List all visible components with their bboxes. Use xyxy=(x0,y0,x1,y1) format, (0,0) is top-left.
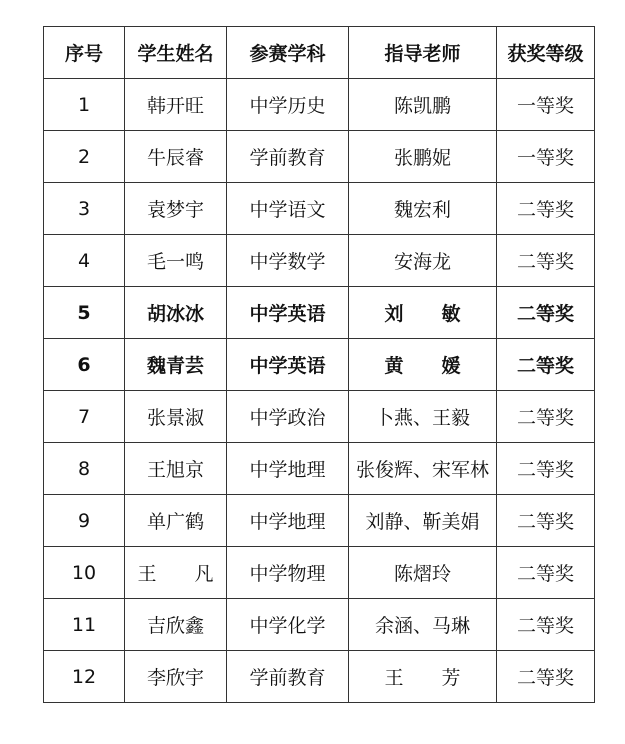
cell-award-level: 二等奖 xyxy=(497,651,595,703)
cell-student-name: 单广鹤 xyxy=(125,495,227,547)
cell-index: 9 xyxy=(44,495,125,547)
cell-index: 5 xyxy=(44,287,125,339)
table-row xyxy=(44,287,595,339)
cell-student-name: 胡冰冰 xyxy=(125,287,227,339)
cell-award-level: 二等奖 xyxy=(497,235,595,287)
table-row xyxy=(44,131,595,183)
cell-student-name: 袁梦宇 xyxy=(125,183,227,235)
cell-student-name: 韩开旺 xyxy=(125,79,227,131)
cell-award-level: 一等奖 xyxy=(497,79,595,131)
table-row xyxy=(44,599,595,651)
cell-index: 11 xyxy=(44,599,125,651)
cell-award-level: 一等奖 xyxy=(497,131,595,183)
cell-index: 8 xyxy=(44,443,125,495)
cell-advisor: 张俊辉、宋军林 xyxy=(349,443,497,495)
cell-award-level: 二等奖 xyxy=(497,391,595,443)
awards-table xyxy=(43,26,595,703)
table-row xyxy=(44,547,595,599)
cell-index: 10 xyxy=(44,547,125,599)
table-row xyxy=(44,495,595,547)
table-row xyxy=(44,183,595,235)
cell-award-level: 二等奖 xyxy=(497,339,595,391)
cell-advisor: 刘 敏 xyxy=(349,287,497,339)
cell-advisor: 卜燕、王毅 xyxy=(349,391,497,443)
cell-student-name: 王 凡 xyxy=(125,547,227,599)
table-header xyxy=(44,27,595,79)
table-row xyxy=(44,443,595,495)
cell-subject: 中学英语 xyxy=(227,339,349,391)
cell-subject: 中学历史 xyxy=(227,79,349,131)
cell-student-name: 吉欣鑫 xyxy=(125,599,227,651)
cell-advisor: 张鹏妮 xyxy=(349,131,497,183)
table-row xyxy=(44,651,595,703)
cell-award-level: 二等奖 xyxy=(497,599,595,651)
header-award-level: 获奖等级 xyxy=(497,27,595,79)
table-body xyxy=(44,79,595,703)
cell-index: 2 xyxy=(44,131,125,183)
cell-index: 7 xyxy=(44,391,125,443)
table-row xyxy=(44,391,595,443)
header-student-name: 学生姓名 xyxy=(125,27,227,79)
cell-subject: 学前教育 xyxy=(227,651,349,703)
cell-award-level: 二等奖 xyxy=(497,183,595,235)
cell-advisor: 陈熠玲 xyxy=(349,547,497,599)
cell-subject: 中学数学 xyxy=(227,235,349,287)
cell-student-name: 王旭京 xyxy=(125,443,227,495)
cell-advisor: 黄 媛 xyxy=(349,339,497,391)
cell-advisor: 陈凯鹏 xyxy=(349,79,497,131)
cell-student-name: 魏青芸 xyxy=(125,339,227,391)
header-advisor: 指导老师 xyxy=(349,27,497,79)
cell-advisor: 安海龙 xyxy=(349,235,497,287)
cell-subject: 中学地理 xyxy=(227,495,349,547)
cell-subject: 中学地理 xyxy=(227,443,349,495)
cell-award-level: 二等奖 xyxy=(497,547,595,599)
header-index: 序号 xyxy=(44,27,125,79)
cell-index: 4 xyxy=(44,235,125,287)
cell-index: 1 xyxy=(44,79,125,131)
header-row xyxy=(44,27,595,79)
cell-index: 12 xyxy=(44,651,125,703)
cell-subject: 中学化学 xyxy=(227,599,349,651)
cell-advisor: 余涵、马琳 xyxy=(349,599,497,651)
header-subject: 参赛学科 xyxy=(227,27,349,79)
cell-subject: 中学英语 xyxy=(227,287,349,339)
cell-student-name: 张景淑 xyxy=(125,391,227,443)
cell-student-name: 牛辰睿 xyxy=(125,131,227,183)
table-row xyxy=(44,235,595,287)
cell-subject: 中学语文 xyxy=(227,183,349,235)
table-row xyxy=(44,79,595,131)
cell-award-level: 二等奖 xyxy=(497,495,595,547)
cell-subject: 中学物理 xyxy=(227,547,349,599)
cell-advisor: 刘静、靳美娟 xyxy=(349,495,497,547)
cell-advisor: 魏宏利 xyxy=(349,183,497,235)
cell-index: 6 xyxy=(44,339,125,391)
table-row xyxy=(44,339,595,391)
cell-award-level: 二等奖 xyxy=(497,287,595,339)
cell-advisor: 王 芳 xyxy=(349,651,497,703)
cell-student-name: 毛一鸣 xyxy=(125,235,227,287)
cell-index: 3 xyxy=(44,183,125,235)
cell-subject: 中学政治 xyxy=(227,391,349,443)
cell-student-name: 李欣宇 xyxy=(125,651,227,703)
cell-subject: 学前教育 xyxy=(227,131,349,183)
cell-award-level: 二等奖 xyxy=(497,443,595,495)
